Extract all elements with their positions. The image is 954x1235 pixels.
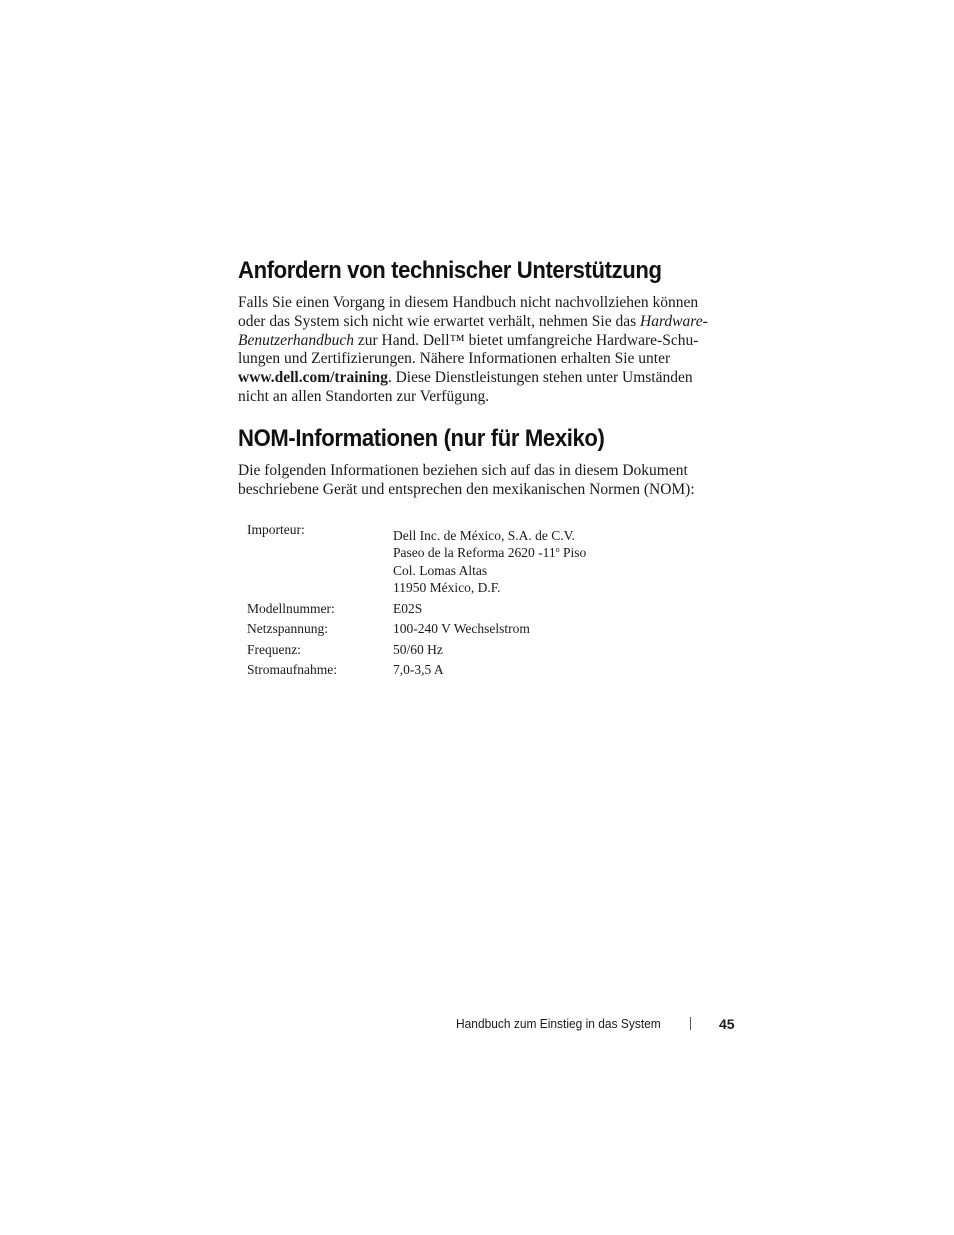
- current-label: Stromaufnahme:: [247, 662, 337, 678]
- text-run: nicht an allen Standorten zur Verfügung.: [238, 387, 490, 405]
- footer-page-number: 45: [719, 1016, 735, 1032]
- italic-title-run: Benutzerhandbuch: [238, 331, 354, 349]
- paragraph-line: [238, 369, 728, 388]
- paragraph-line: [238, 350, 728, 369]
- current-value: 7,0-3,5 A: [393, 662, 444, 678]
- importer-label: Importeur:: [247, 522, 305, 537]
- address-line: Dell Inc. de México, S.A. de C.V.: [393, 528, 575, 543]
- italic-title-run: Hardware-: [640, 312, 708, 330]
- table-row-frequency: [247, 641, 667, 661]
- importer-address: [393, 521, 667, 600]
- paragraph-line: [238, 332, 728, 351]
- voltage-value: 100-240 V Wechselstrom: [393, 621, 530, 637]
- text-run: . Diese Dienstleistungen stehen unter Umständen: [387, 369, 693, 387]
- address-line: Col. Lomas Altas: [393, 562, 488, 578]
- text-run: Piso: [559, 545, 587, 561]
- nom-info-table: [247, 521, 667, 681]
- paragraph-line: beschriebene Gerät und entsprechen den mexikanischen Normen (NOM):: [238, 480, 695, 498]
- paragraph-line: [238, 294, 728, 313]
- paragraph-line: [238, 313, 728, 332]
- text-run: Paseo de la Reforma 2620 -11: [393, 545, 556, 561]
- frequency-label: Frequenz:: [247, 641, 301, 657]
- address-line: [393, 544, 667, 561]
- text-run: lungen und Zertifizierungen. Nähere Informationen erhalten Sie unter: [238, 350, 671, 368]
- footer-separator: [690, 1017, 691, 1030]
- footer-document-title: Handbuch zum Einstieg in das System: [456, 1016, 661, 1031]
- paragraph-line: Die folgenden Informationen beziehen sich auf das in diesem Dokument: [238, 462, 688, 479]
- nom-intro-paragraph: [238, 462, 728, 500]
- frequency-value: 50/60 Hz: [393, 641, 443, 657]
- table-row-current: [247, 661, 667, 681]
- training-url-link[interactable]: www.dell.com/training: [238, 369, 388, 387]
- section-heading-technical-support: Anfordern von technischer Unterstützung: [238, 257, 662, 284]
- section-heading-nom-information: NOM-Informationen (nur für Mexiko): [238, 425, 605, 452]
- table-row-importer: [247, 521, 667, 600]
- voltage-label: Netzspannung:: [247, 621, 328, 637]
- model-label: Modellnummer:: [247, 601, 335, 617]
- ordinal-superscript: o: [555, 545, 560, 555]
- model-value: E02S: [393, 601, 423, 617]
- text-run: Falls Sie einen Vorgang in diesem Handbuch nicht nachvollziehen können: [238, 294, 699, 311]
- technical-support-paragraph: [238, 294, 728, 407]
- paragraph-line: [238, 388, 728, 407]
- text-run: zur Hand. Dell™ bietet umfangreiche Hardware-Schu-: [353, 331, 699, 349]
- table-row-model: [247, 600, 667, 620]
- table-row-voltage: [247, 620, 667, 640]
- text-run: oder das System sich nicht wie erwartet verhält, nehmen Sie das: [238, 312, 641, 330]
- address-line: 11950 México, D.F.: [393, 579, 501, 595]
